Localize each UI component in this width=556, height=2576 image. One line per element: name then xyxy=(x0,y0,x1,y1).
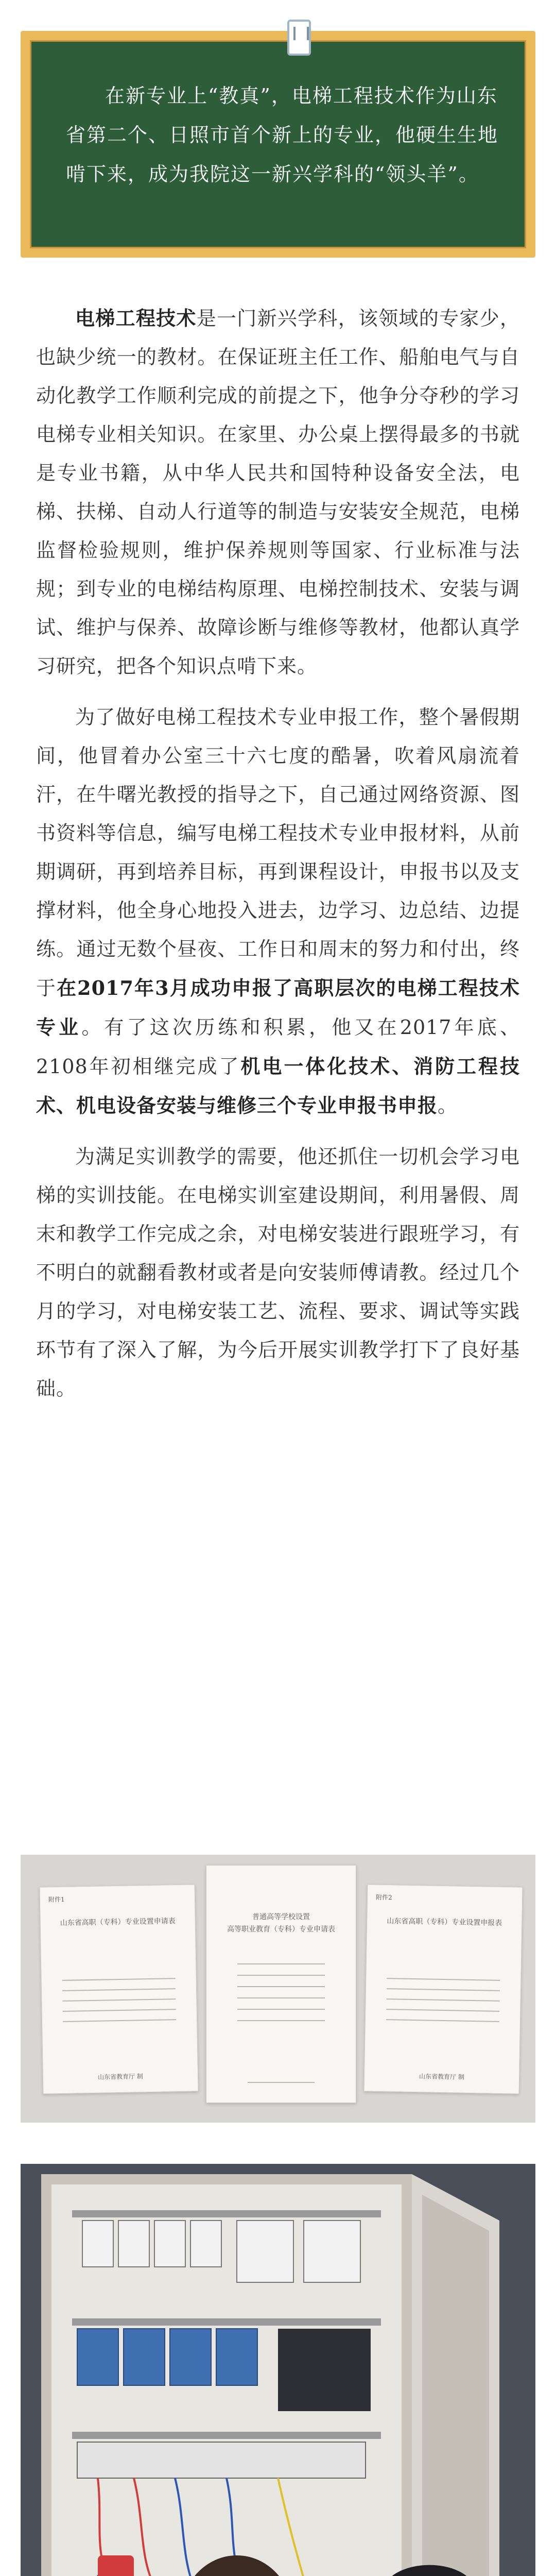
photo-application-documents xyxy=(21,1855,535,2123)
doc-right-footer: 山东省教育厅 制 xyxy=(419,2073,465,2081)
board-clip-icon xyxy=(287,20,311,56)
doc-right-tag: 附件2 xyxy=(375,1893,392,1902)
paragraph-1 xyxy=(36,299,520,686)
photo-elevator-training xyxy=(21,2164,535,2576)
doc-left-footer: 山东省教育厅 制 xyxy=(97,2073,143,2081)
strong-subject: 电梯工程技术 xyxy=(75,307,197,330)
intro-text: 在新专业上“教真”，电梯工程技术作为山东省第二个、日照市首个新上的专业，他硬生生地啃下来，成为我院这一新兴学科的“领头羊”。 xyxy=(66,84,499,185)
document-left xyxy=(40,1884,199,2094)
paragraph-2 xyxy=(36,698,520,1125)
paragraph-2-part-a: 为了做好电梯工程技术专业申报工作，整个暑假期间，他冒着办公室三十六七度的酷暑，吹着风扇流着汗，在牛曙光教授的指导之下，自己通过网络资源、图书资料等信息，编写电梯工程技术专业申报材料，从前期调研，再到培养目标，再到课程设计，申报书以及支撑材料，他全身心地投入进去，边学习、边总结、边提练。通过无数个昼夜、工作日和周末的努力和付出，终于 xyxy=(36,706,520,999)
paragraph-1-text: 是一门新兴学科，该领域的专家少，也缺少统一的教材。在保证班主任工作、船舶电气与自动化教学工作顺利完成的前提之下，他争分夺秒的学习电梯专业相关知识。在家里、办公桌上摆得最多的书就是专业书籍，从中华人民共和国特种设备安全法，电梯、扶梯、自动人行道等的制造与安装安全规范，电梯监督检验规则，维护保养规则等国家、行业标准与法规；到专业的电梯结构原理、电梯控制技术、安装与调试、维护与保养、故障诊断与维修等教材，他都认真学习研究，把各个知识点啃下来。 xyxy=(36,307,520,677)
paragraph-2-strong-1: 在2017年3月成功申报了高职层次的电梯工程技术专业 xyxy=(36,976,520,1039)
doc-mid-title-2: 高等职业教育（专科）专业申请表 xyxy=(227,1925,335,1934)
doc-mid-title-1: 普通高等学校设置 xyxy=(252,1913,310,1921)
article-body xyxy=(36,299,520,1420)
document-right xyxy=(364,1884,523,2094)
paragraph-2-part-e: 。 xyxy=(438,1094,458,1117)
doc-left-tag: 附件1 xyxy=(48,1895,65,1904)
paragraph-2-strong-2: 机电一体化技术、消防工程技术、机电设备安装与维修三个专业申报书申报 xyxy=(36,1055,520,1117)
paragraph-2-part-c: 。有了这次历练和积累，他又在2017年底、2108年初相继完成了 xyxy=(36,1016,520,1078)
chalkboard-intro xyxy=(21,31,535,258)
doc-left-title: 山东省高职（专科）专业设置申请表 xyxy=(60,1917,176,1927)
training-scene-illustration xyxy=(21,2164,535,2576)
document-middle xyxy=(206,1865,356,2103)
doc-right-title: 山东省高职（专科）专业设置申报表 xyxy=(387,1917,502,1927)
paragraph-3: 为满足实训教学的需要，他还抓住一切机会学习电梯的实训技能。在电梯实训室建设期间，利用暑假、周末和教学工作完成之余，对电梯安装进行跟班学习，有不明白的就翻看教材或者是向安装师傅请教。经过几个月的学习，对电梯安装工艺、流程、要求、调试等实践环节有了深入了解，为今后开展实训教学打下了良好基础。 xyxy=(36,1145,520,1400)
